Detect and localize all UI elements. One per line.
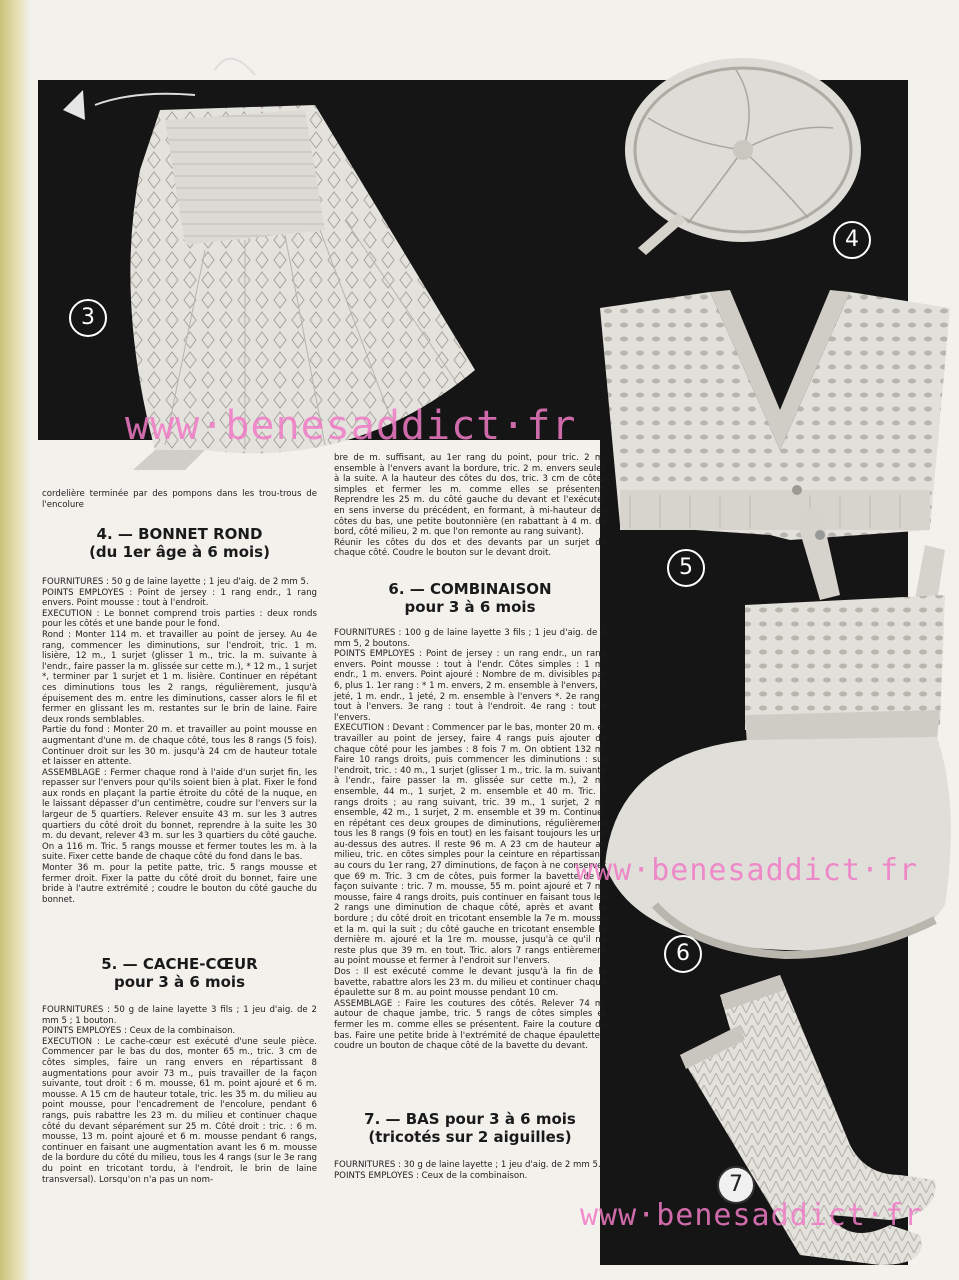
section-7-subtitle: (tricotés sur 2 aiguilles)	[368, 1128, 572, 1146]
figure-3-number: 3	[69, 299, 107, 337]
s7-fournitures: FOURNITURES : 30 g de laine layette ; 1 jeu d'aig. de 2 mm 5.	[334, 1160, 601, 1170]
section-4-subtitle: (du 1er âge à 6 mois)	[89, 543, 270, 561]
s4-execution: EXECUTION : Le bonnet comprend trois parties : deux ronds pour les côtés et une bande pour le fond.	[42, 608, 317, 630]
section-4-title: 4. — BONNET ROND	[96, 525, 263, 543]
s6-points: POINTS EMPLOYES : Point de jersey : un rang endr., un rang envers. Point mousse : tout à l'endr. Côtes simples : 1 m. endr., 1 m. envers. Point ajouré : Nombre de m. divisibles par 6, plus 1. 1er rang : * 1 m. envers, 2 m. ensemble à l'envers, 1 jeté, 1 m. endr., 1 jeté, 2 m. ensemble à l'envers *. 2e rang : tout à l'envers. 3e rang : tout à l'endroit. 4e rang : tout à l'envers.	[334, 649, 606, 723]
section-5-subtitle: pour 3 à 6 mois	[113, 973, 245, 991]
watermark-middle: www·benesaddict·fr	[575, 853, 919, 888]
figure-4-number: 4	[833, 221, 871, 259]
section-6-subtitle: pour 3 à 6 mois	[404, 598, 536, 616]
s7-points: POINTS EMPLOYES : Ceux de la combinaison.	[334, 1170, 528, 1181]
s6-execution: EXECUTION : Devant : Commencer par le bas, monter 20 m. et travailler au point de jersey, faire 4 rangs puis ajouter de chaque côté pour les jambes : 8 fois 7 m. On obtient 132 m. Faire 10 rangs droits, puis commencer les diminutions : sur l'endroit, tric. : 40 m., 1 surjet (glisser 1 m., tric. la m. suivante à l'endr., faire passer la m. glissée sur cette m.), 2 m. ensemble, 44 m., 1 surjet, 2 m. ensemble et 40 m. Tric. 7 rangs droits ; au rang suivant, tric. 39 m., 1 surjet, 2 m. ensemble, 42 m., 1 surjet, 2 m. ensemble et 39 m. Continuer en répétant ces deux groupes de diminutions, régulièrement tous les 8 rangs (9 fois en tout) en les faisant toujours les uns au-dessus des autres. Il reste 96 m. A 23 cm de hauteur au milieu, tric. en côtes simples pour la ceinture en répartissant, au cours du 1er rang, 27 diminutions, de façon à ne conserver que 69 m. Tric. 3 cm de côtes, puis former la bavette de la façon suivante : tric. 7 m. mousse, 55 m. point ajouré et 7 m. mousse, faire 4 rangs droits, puis continuer en faisant tous les 2 rangs une diminution de chaque côté, après et avant la bordure ; du côté droit en tricotant ensemble la 7e m. mousse et la m. qui la suit ; du côté gauche en tricotant ensemble la dernière m. ajouré et la 1re m. mousse, jusqu'à ce qu'il ne reste plus que 39 m. en tout. Tric. alors 7 rangs entièrement au point mousse et fermer à l'endroit sur l'envers.	[334, 723, 606, 967]
s4-patte: Monter 36 m. pour la petite patte, tric. 5 rangs mousse et fermer droit. Fixer la patte du côté droit du bonnet, faire une bride à l'autre extrémité ; coudre le bouton du côté gauche du bonnet.	[42, 863, 317, 905]
section-7-body	[334, 1160, 606, 1181]
s5-points: POINTS EMPLOYES : Ceux de la combinaison.	[42, 1026, 236, 1037]
s5-execution: EXECUTION : Le cache-cœur est exécuté d'une seule pièce. Commencer par le bas du dos, monter 65 m., tric. 3 cm de côtes simples, faire un rang envers en répartissant 8 augmentations pour avoir 73 m., puis travailler de la façon suivante, tout droit : 6 m. mousse, 61 m. point ajouré et 6 m. mousse. A 15 cm de hauteur totale, tric. les 35 m. du milieu au point mousse, pour l'encadrement de l'encolure, pendant 6 rangs, puis rabattre les 23 m. du milieu et continuer chaque côté du devant séparément sur 25 m. Côté droit : tric. : 6 m. mousse, 13 m. point ajouré et 6 m. mousse pendant 6 rangs, continuer en faisant une augmentation avant les 6 m. mousse de la bordure du côté du milieu, tous les 4 rangs (sur le 3e rang du point en tricotant tordu, à l'endroit, le brin de laine transversal). Lorsqu'on n'a pas un nom-	[42, 1036, 317, 1185]
section-6-body	[334, 628, 606, 1052]
section-5-continued	[334, 453, 606, 559]
s4-points: POINTS EMPLOYES : Point de jersey : 1 rang endr., 1 rang envers. Point mousse : tout à l'endroit.	[42, 587, 317, 609]
section-5-title: 5. — CACHE-CŒUR	[101, 955, 258, 973]
section-4-body	[42, 577, 317, 905]
s4-fond: Partie du fond : Monter 20 m. et travailler au point mousse en augmentant d'une m. de chaque côté, tous les 8 rangs (5 fois). Continuer droit sur les 30 m. jusqu'à 24 cm de hauteur totale et laisser en attente.	[42, 725, 317, 768]
figure-6-number: 6	[664, 935, 702, 973]
s5-fournitures: FOURNITURES : 50 g de laine layette 3 fils ; 1 jeu d'aig. de 2 mm 5 ; 1 bouton.	[42, 1005, 317, 1026]
page-edge-shadow	[0, 0, 30, 1280]
s6-dos: Dos : Il est exécuté comme le devant jusqu'à la fin de la bavette, rabattre alors les 23 m. du milieu et continuer chaque épaulette sur 8 m. au point mousse pendant 10 cm.	[334, 967, 606, 999]
section-7-title: 7. — BAS pour 3 à 6 mois	[364, 1110, 576, 1128]
figure-5-number: 5	[667, 549, 705, 587]
dress-caption-end: cordelière terminée par des pompons dans les trou-trous de l'encolure	[42, 489, 317, 510]
watermark-bottom: www·benesaddict·fr	[580, 1198, 924, 1233]
s6-assemblage: ASSEMBLAGE : Faire les coutures des côtés. Relever 74 m. autour de chaque jambe, tric. 5 rangs de côtes simples et fermer les m. comme elles se présentent. Faire la couture du bas. Faire une petite bride à l'extrémité de chaque épaulette ; coudre un bouton de chaque côté de la bavette du devant.	[334, 998, 606, 1052]
section-6-title: 6. — COMBINAISON	[388, 580, 552, 598]
s6-fournitures: FOURNITURES : 100 g de laine layette 3 fils ; 1 jeu d'aig. de 2 mm 5, 2 boutons.	[334, 628, 606, 649]
s4-fournitures: FOURNITURES : 50 g de laine layette ; 1 jeu d'aig. de 2 mm 5.	[42, 577, 309, 587]
s5-cont: bre de m. suffisant, au 1er rang du point, pour tric. 2 m. ensemble à l'envers avant la bordure, tric. 2 m. envers seules à la suite. A la hauteur des côtes du dos, tric. 3 cm de côtes simples et fermer les m. comme elles se présentent. Reprendre les 25 m. du côté gauche du devant et l'exécuter en sens inverse du précédent, en formant, à mi-hauteur des côtes du bas, une petite boutonnière (en rabattant à 4 m. du bord, côté milieu, 2 m. que l'on remonte au rang suivant).	[334, 453, 606, 538]
s5-cont2: Réunir les côtes du dos et des devants par un surjet de chaque côté. Coudre le bouton sur le devant droit.	[334, 537, 606, 559]
section-5-body	[42, 1005, 317, 1185]
s4-assemblage: ASSEMBLAGE : Fermer chaque rond à l'aide d'un surjet fin, les repasser sur l'envers pour qu'ils soient bien à plat. Fixer le fond aux ronds en plaçant la partie étroite du côté de la nuque, en le laissant dépasser d'un centimètre, coudre sur l'envers sur la largeur de 5 quartiers. Relever ensuite 43 m. sur les 3 autres quartiers du côté droit du bonnet, reprendre à la suite les 30 m. du devant, relever 43 m. sur les 3 quartiers du côté gauche. On a 116 m. Tric. 5 rangs mousse et fermer toutes les m. à la suite. Fixer cette bande de chaque côté du fond dans le bas.	[42, 767, 317, 863]
watermark-top: www·benesaddict·fr	[125, 403, 577, 449]
figure-7-number: 7	[717, 1166, 755, 1204]
romper-photo	[595, 505, 959, 965]
s4-rond: Rond : Monter 114 m. et travailler au point de jersey. Au 4e rang, commencer les diminutions, sur l'endroit, tric. 1 m. lisière, 12 m., 1 surjet (glisser 1 m., tric. la m. suivante à l'endr., faire passer la m. glissée sur cette m.), * 12 m., 1 surjet *, terminer par 1 surjet et 1 m. lisière. Continuer en répétant ces diminutions tous les 2 rangs, régulièrement, jusqu'à épuisement des m. entre les diminutions, casser alors le fil et fermer en glissant les m. restantes sur le brin de laine. Faire deux ronds semblables.	[42, 629, 317, 725]
